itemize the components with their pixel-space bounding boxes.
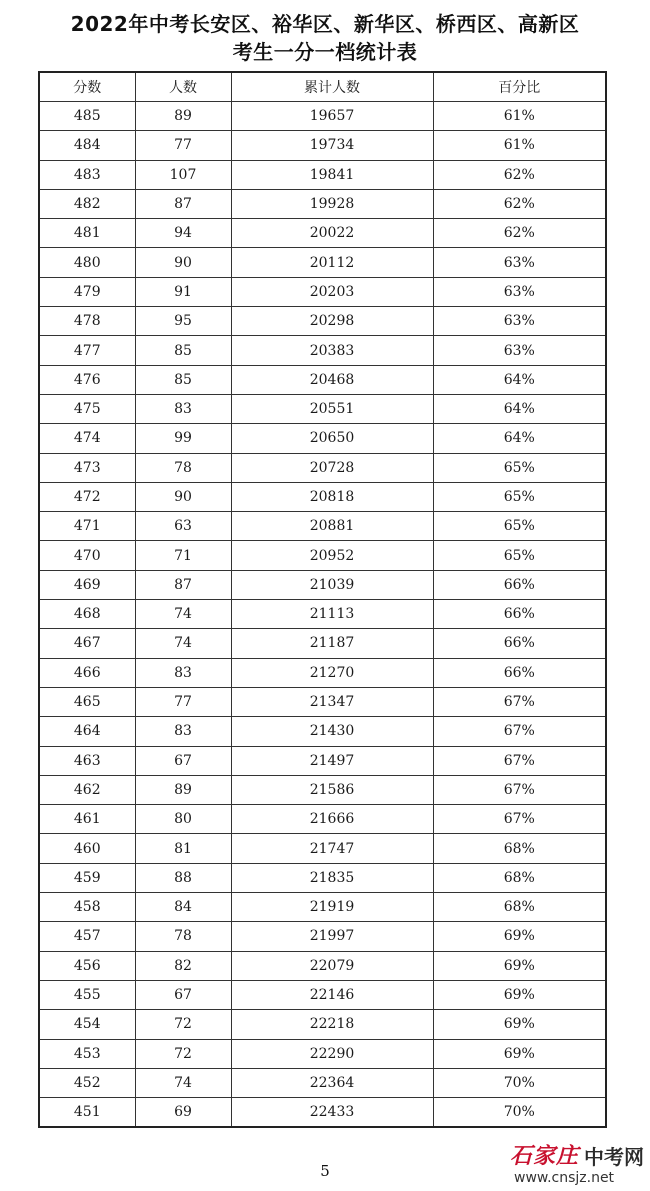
document-title-line1: 2022年中考长安区、裕华区、新华区、桥西区、高新区 (70, 12, 580, 36)
cell-score: 458 (39, 893, 135, 922)
cell-count: 74 (135, 629, 231, 658)
cell-cumulative: 19657 (231, 102, 433, 131)
cell-count: 85 (135, 365, 231, 394)
cell-percentage: 67% (433, 775, 606, 804)
cell-cumulative: 19928 (231, 189, 433, 218)
cell-cumulative: 21347 (231, 687, 433, 716)
table-row (39, 482, 606, 511)
watermark-logo-dark-text: 中考网 (584, 1145, 644, 1169)
cell-cumulative: 20650 (231, 424, 433, 453)
cell-count: 84 (135, 893, 231, 922)
cell-percentage: 62% (433, 160, 606, 189)
cell-percentage: 61% (433, 102, 606, 131)
cell-percentage: 67% (433, 687, 606, 716)
cell-cumulative: 21835 (231, 863, 433, 892)
header-count: 人数 (135, 72, 231, 102)
cell-count: 77 (135, 131, 231, 160)
cell-count: 63 (135, 512, 231, 541)
cell-count: 94 (135, 219, 231, 248)
table-row (39, 189, 606, 218)
cell-cumulative: 21586 (231, 775, 433, 804)
cell-cumulative: 21497 (231, 746, 433, 775)
cell-percentage: 66% (433, 629, 606, 658)
cell-cumulative: 20881 (231, 512, 433, 541)
cell-count: 80 (135, 805, 231, 834)
cell-percentage: 66% (433, 658, 606, 687)
cell-percentage: 62% (433, 219, 606, 248)
cell-percentage: 64% (433, 394, 606, 423)
cell-percentage: 69% (433, 922, 606, 951)
cell-percentage: 70% (433, 1068, 606, 1097)
table-row (39, 1039, 606, 1068)
cell-score: 465 (39, 687, 135, 716)
cell-cumulative: 22433 (231, 1098, 433, 1128)
cell-score: 479 (39, 277, 135, 306)
table-row (39, 922, 606, 951)
cell-score: 481 (39, 219, 135, 248)
cell-score: 457 (39, 922, 135, 951)
cell-cumulative: 20383 (231, 336, 433, 365)
cell-cumulative: 20551 (231, 394, 433, 423)
cell-cumulative: 20112 (231, 248, 433, 277)
watermark-logo-red-text: 石家庄 (510, 1143, 580, 1169)
cell-cumulative: 22146 (231, 980, 433, 1009)
table-row (39, 600, 606, 629)
cell-count: 90 (135, 248, 231, 277)
cell-cumulative: 19841 (231, 160, 433, 189)
header-percentage: 百分比 (433, 72, 606, 102)
table-row (39, 629, 606, 658)
cell-cumulative: 21919 (231, 893, 433, 922)
cell-score: 452 (39, 1068, 135, 1097)
cell-count: 74 (135, 1068, 231, 1097)
cell-count: 85 (135, 336, 231, 365)
table-row (39, 805, 606, 834)
watermark-logo (510, 1139, 650, 1171)
cell-cumulative: 20203 (231, 277, 433, 306)
cell-count: 89 (135, 775, 231, 804)
cell-count: 95 (135, 307, 231, 336)
cell-cumulative: 20728 (231, 453, 433, 482)
cell-percentage: 70% (433, 1098, 606, 1128)
cell-score: 467 (39, 629, 135, 658)
cell-cumulative: 20298 (231, 307, 433, 336)
cell-percentage: 68% (433, 834, 606, 863)
table-row (39, 570, 606, 599)
cell-cumulative: 22364 (231, 1068, 433, 1097)
cell-score: 456 (39, 951, 135, 980)
cell-count: 99 (135, 424, 231, 453)
table-row (39, 219, 606, 248)
cell-score: 484 (39, 131, 135, 160)
cell-score: 460 (39, 834, 135, 863)
cell-count: 67 (135, 980, 231, 1009)
table-row (39, 394, 606, 423)
cell-percentage: 69% (433, 1039, 606, 1068)
score-distribution-table (38, 71, 607, 1128)
cell-count: 107 (135, 160, 231, 189)
cell-percentage: 63% (433, 307, 606, 336)
cell-score: 482 (39, 189, 135, 218)
cell-score: 459 (39, 863, 135, 892)
cell-score: 476 (39, 365, 135, 394)
cell-score: 453 (39, 1039, 135, 1068)
cell-cumulative: 21747 (231, 834, 433, 863)
cell-count: 74 (135, 600, 231, 629)
cell-score: 455 (39, 980, 135, 1009)
cell-score: 477 (39, 336, 135, 365)
cell-count: 89 (135, 102, 231, 131)
cell-score: 468 (39, 600, 135, 629)
cell-cumulative: 20952 (231, 541, 433, 570)
table-row (39, 541, 606, 570)
cell-cumulative: 21430 (231, 717, 433, 746)
cell-percentage: 65% (433, 541, 606, 570)
cell-count: 82 (135, 951, 231, 980)
cell-count: 72 (135, 1010, 231, 1039)
table-row (39, 834, 606, 863)
cell-score: 478 (39, 307, 135, 336)
cell-cumulative: 21997 (231, 922, 433, 951)
cell-percentage: 69% (433, 980, 606, 1009)
cell-score: 463 (39, 746, 135, 775)
cell-cumulative: 22079 (231, 951, 433, 980)
table-row (39, 1068, 606, 1097)
cell-cumulative: 22218 (231, 1010, 433, 1039)
header-score: 分数 (39, 72, 135, 102)
table-row (39, 336, 606, 365)
cell-score: 471 (39, 512, 135, 541)
cell-percentage: 69% (433, 951, 606, 980)
table-row (39, 453, 606, 482)
cell-cumulative: 20022 (231, 219, 433, 248)
table-row (39, 893, 606, 922)
cell-score: 480 (39, 248, 135, 277)
cell-percentage: 66% (433, 570, 606, 599)
cell-cumulative: 21270 (231, 658, 433, 687)
table-row (39, 160, 606, 189)
table-row (39, 131, 606, 160)
table-row (39, 687, 606, 716)
cell-count: 77 (135, 687, 231, 716)
cell-score: 472 (39, 482, 135, 511)
cell-cumulative: 19734 (231, 131, 433, 160)
cell-cumulative: 21666 (231, 805, 433, 834)
document-title-line2: 考生一分一档统计表 (232, 40, 418, 64)
cell-percentage: 68% (433, 893, 606, 922)
cell-score: 466 (39, 658, 135, 687)
cell-cumulative: 21187 (231, 629, 433, 658)
cell-count: 72 (135, 1039, 231, 1068)
cell-score: 483 (39, 160, 135, 189)
cell-percentage: 64% (433, 424, 606, 453)
cell-score: 470 (39, 541, 135, 570)
header-cumulative: 累计人数 (231, 72, 433, 102)
cell-score: 475 (39, 394, 135, 423)
table-row (39, 512, 606, 541)
cell-percentage: 65% (433, 453, 606, 482)
table-row (39, 980, 606, 1009)
cell-count: 81 (135, 834, 231, 863)
cell-count: 69 (135, 1098, 231, 1128)
table-row (39, 424, 606, 453)
cell-cumulative: 21039 (231, 570, 433, 599)
cell-score: 461 (39, 805, 135, 834)
table-header-row (39, 72, 606, 102)
table-row (39, 775, 606, 804)
table-row (39, 1010, 606, 1039)
cell-cumulative: 21113 (231, 600, 433, 629)
table-row (39, 658, 606, 687)
cell-score: 469 (39, 570, 135, 599)
page-number: 5 (320, 1162, 330, 1180)
cell-percentage: 62% (433, 189, 606, 218)
cell-score: 454 (39, 1010, 135, 1039)
table-row (39, 951, 606, 980)
cell-count: 88 (135, 863, 231, 892)
cell-percentage: 66% (433, 600, 606, 629)
cell-count: 83 (135, 717, 231, 746)
cell-percentage: 65% (433, 482, 606, 511)
table-row (39, 102, 606, 131)
cell-score: 451 (39, 1098, 135, 1128)
cell-cumulative: 20818 (231, 482, 433, 511)
cell-score: 485 (39, 102, 135, 131)
cell-cumulative: 20468 (231, 365, 433, 394)
cell-percentage: 67% (433, 746, 606, 775)
cell-count: 83 (135, 394, 231, 423)
table-row (39, 717, 606, 746)
table-row (39, 1098, 606, 1128)
cell-percentage: 65% (433, 512, 606, 541)
cell-percentage: 68% (433, 863, 606, 892)
table-row (39, 307, 606, 336)
table-row (39, 746, 606, 775)
cell-percentage: 63% (433, 248, 606, 277)
cell-cumulative: 22290 (231, 1039, 433, 1068)
cell-percentage: 69% (433, 1010, 606, 1039)
cell-percentage: 63% (433, 336, 606, 365)
cell-score: 462 (39, 775, 135, 804)
cell-count: 78 (135, 453, 231, 482)
cell-count: 67 (135, 746, 231, 775)
cell-score: 464 (39, 717, 135, 746)
table-row (39, 365, 606, 394)
table-body (39, 102, 606, 1128)
cell-count: 90 (135, 482, 231, 511)
cell-count: 87 (135, 570, 231, 599)
watermark-url: www.cnsjz.net (514, 1170, 615, 1186)
cell-score: 473 (39, 453, 135, 482)
cell-percentage: 61% (433, 131, 606, 160)
table-row (39, 863, 606, 892)
cell-percentage: 64% (433, 365, 606, 394)
cell-count: 87 (135, 189, 231, 218)
table-row (39, 248, 606, 277)
cell-count: 91 (135, 277, 231, 306)
cell-percentage: 67% (433, 805, 606, 834)
cell-count: 78 (135, 922, 231, 951)
table-row (39, 277, 606, 306)
cell-score: 474 (39, 424, 135, 453)
cell-count: 83 (135, 658, 231, 687)
cell-percentage: 67% (433, 717, 606, 746)
cell-percentage: 63% (433, 277, 606, 306)
cell-count: 71 (135, 541, 231, 570)
